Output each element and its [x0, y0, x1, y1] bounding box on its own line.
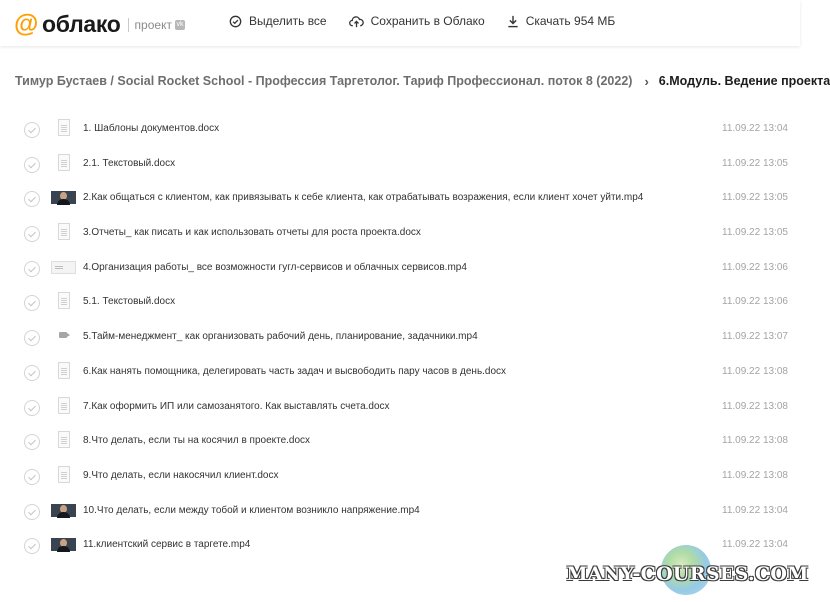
- download-icon: [507, 15, 519, 28]
- video-camera-icon: [59, 332, 67, 338]
- header-actions: [229, 14, 615, 28]
- save-to-cloud-button[interactable]: [349, 14, 485, 28]
- document-icon: [58, 154, 70, 171]
- file-thumbnail: [51, 292, 76, 313]
- checkbox-circle-icon[interactable]: [24, 504, 40, 520]
- logo-project-label: проект: [134, 17, 172, 32]
- file-name: 10.Что делать, если между тобой и клиентом возникло напряжение.mp4: [83, 504, 420, 516]
- checkbox-circle-icon[interactable]: [24, 434, 40, 450]
- file-thumbnail: [51, 431, 76, 452]
- logo[interactable]: [14, 11, 185, 38]
- file-thumbnail: [51, 327, 76, 348]
- video-thumbnail: [51, 504, 76, 517]
- file-row[interactable]: [0, 252, 800, 287]
- checkbox-circle-icon[interactable]: [24, 330, 40, 346]
- file-date: 11.09.22 13:06: [722, 261, 788, 273]
- file-name: 2.Как общаться с клиентом, как привязывать к себе клиента, как отрабатывать возражения, если клиент хочет уйти.mp4: [83, 192, 644, 204]
- checkbox-circle-icon[interactable]: [24, 295, 40, 311]
- checkbox-circle-icon[interactable]: [24, 122, 40, 138]
- file-row[interactable]: [0, 460, 800, 495]
- check-circle-icon: [229, 15, 242, 28]
- download-button[interactable]: [507, 14, 616, 28]
- file-date: 11.09.22 13:08: [722, 469, 788, 481]
- file-thumbnail: [51, 258, 76, 279]
- file-name: 11.клиентский сервис в таргете.mp4: [83, 539, 251, 551]
- file-date: 11.09.22 13:08: [722, 365, 788, 377]
- file-row[interactable]: [0, 148, 800, 183]
- file-thumbnail: [51, 397, 76, 418]
- video-thumbnail: [51, 191, 76, 204]
- document-icon: [58, 119, 70, 136]
- file-row[interactable]: [0, 321, 800, 356]
- checkbox-circle-icon[interactable]: [24, 191, 40, 207]
- file-name: 4.Организация работы_ все возможности гугл-сервисов и облачных сервисов.mp4: [83, 261, 467, 273]
- select-all-label: Выделить все: [249, 14, 327, 28]
- logo-text: облако: [42, 11, 121, 37]
- logo-divider: [128, 18, 129, 32]
- document-icon: [58, 362, 70, 379]
- cloud-upload-icon: [349, 15, 364, 28]
- top-bar: [0, 0, 800, 46]
- file-thumbnail: [51, 223, 76, 244]
- file-name: 1. Шаблоны документов.docx: [83, 123, 220, 134]
- file-thumbnail: [51, 188, 76, 209]
- document-icon: [58, 466, 70, 483]
- file-thumbnail: [51, 535, 76, 556]
- checkbox-circle-icon[interactable]: [24, 157, 40, 173]
- download-label: Скачать 954 МБ: [525, 14, 616, 28]
- file-date: 11.09.22 13:08: [722, 435, 788, 447]
- file-date: 11.09.22 13:04: [722, 123, 788, 134]
- file-name: 5.1. Текстовый.docx: [83, 296, 176, 308]
- file-row[interactable]: [0, 425, 800, 460]
- file-thumbnail: [51, 154, 76, 175]
- file-date: 11.09.22 13:08: [722, 400, 788, 412]
- file-thumbnail: [51, 362, 76, 383]
- file-name: 9.Что делать, если накосячил клиент.docx: [83, 469, 279, 481]
- document-icon: [58, 397, 70, 414]
- video-thumbnail: [51, 538, 76, 551]
- file-name: 5.Тайм-менеджмент_ как организовать рабочий день, планирование, задачники.mp4: [83, 331, 478, 343]
- file-date: 11.09.22 13:04: [722, 504, 788, 516]
- file-name: 7.Как оформить ИП или самозанятого. Как выставлять счета.docx: [83, 400, 390, 412]
- breadcrumb: [15, 72, 830, 90]
- file-date: 11.09.22 13:05: [722, 227, 788, 239]
- watermark-text: MANY-COURSES.COM: [566, 563, 809, 585]
- file-row[interactable]: [0, 182, 800, 217]
- file-thumbnail: [51, 119, 76, 140]
- document-icon: [58, 292, 70, 309]
- file-name: 6.Как нанять помощника, делегировать часть задач и высвободить пару часов в день.docx: [83, 365, 507, 377]
- file-thumbnail: [51, 501, 76, 522]
- breadcrumb-parent-link[interactable]: Тимур Бустаев / Social Rocket School - Профессия Таргетолог. Тариф Профессионал. поток 8 (2022): [15, 74, 633, 88]
- checkbox-circle-icon[interactable]: [24, 400, 40, 416]
- watermark: [566, 560, 809, 588]
- file-row[interactable]: [0, 495, 800, 530]
- slides-thumbnail: [51, 261, 76, 274]
- document-icon: [58, 431, 70, 448]
- file-date: 11.09.22 13:05: [722, 192, 788, 204]
- file-date: 11.09.22 13:07: [722, 331, 788, 343]
- checkbox-circle-icon[interactable]: [24, 261, 40, 277]
- checkbox-circle-icon[interactable]: [24, 538, 40, 554]
- file-row[interactable]: [0, 356, 800, 391]
- file-row[interactable]: [0, 286, 800, 321]
- file-date: 11.09.22 13:05: [722, 157, 788, 169]
- file-list: [0, 113, 800, 564]
- checkbox-circle-icon[interactable]: [24, 469, 40, 485]
- file-name: 2.1. Текстовый.docx: [83, 157, 176, 169]
- file-row[interactable]: [0, 113, 800, 148]
- file-row[interactable]: [0, 391, 800, 426]
- breadcrumb-current: 6.Модуль. Ведение проекта: [658, 74, 830, 88]
- vk-badge-icon: vk: [176, 20, 184, 28]
- logo-at-icon: @: [14, 9, 39, 38]
- file-name: 8.Что делать, если ты на косячил в проекте.docx: [83, 435, 311, 447]
- document-icon: [58, 223, 70, 240]
- file-date: 11.09.22 13:04: [722, 539, 788, 551]
- checkbox-circle-icon[interactable]: [24, 226, 40, 242]
- file-date: 11.09.22 13:06: [722, 296, 788, 308]
- file-thumbnail: [51, 466, 76, 487]
- chevron-right-icon: ›: [644, 73, 649, 89]
- file-name: 3.Отчеты_ как писать и как использовать отчеты для роста проекта.docx: [83, 227, 421, 239]
- select-all-button[interactable]: [229, 14, 327, 28]
- checkbox-circle-icon[interactable]: [24, 365, 40, 381]
- save-to-cloud-label: Сохранить в Облако: [370, 14, 485, 28]
- file-row[interactable]: [0, 217, 800, 252]
